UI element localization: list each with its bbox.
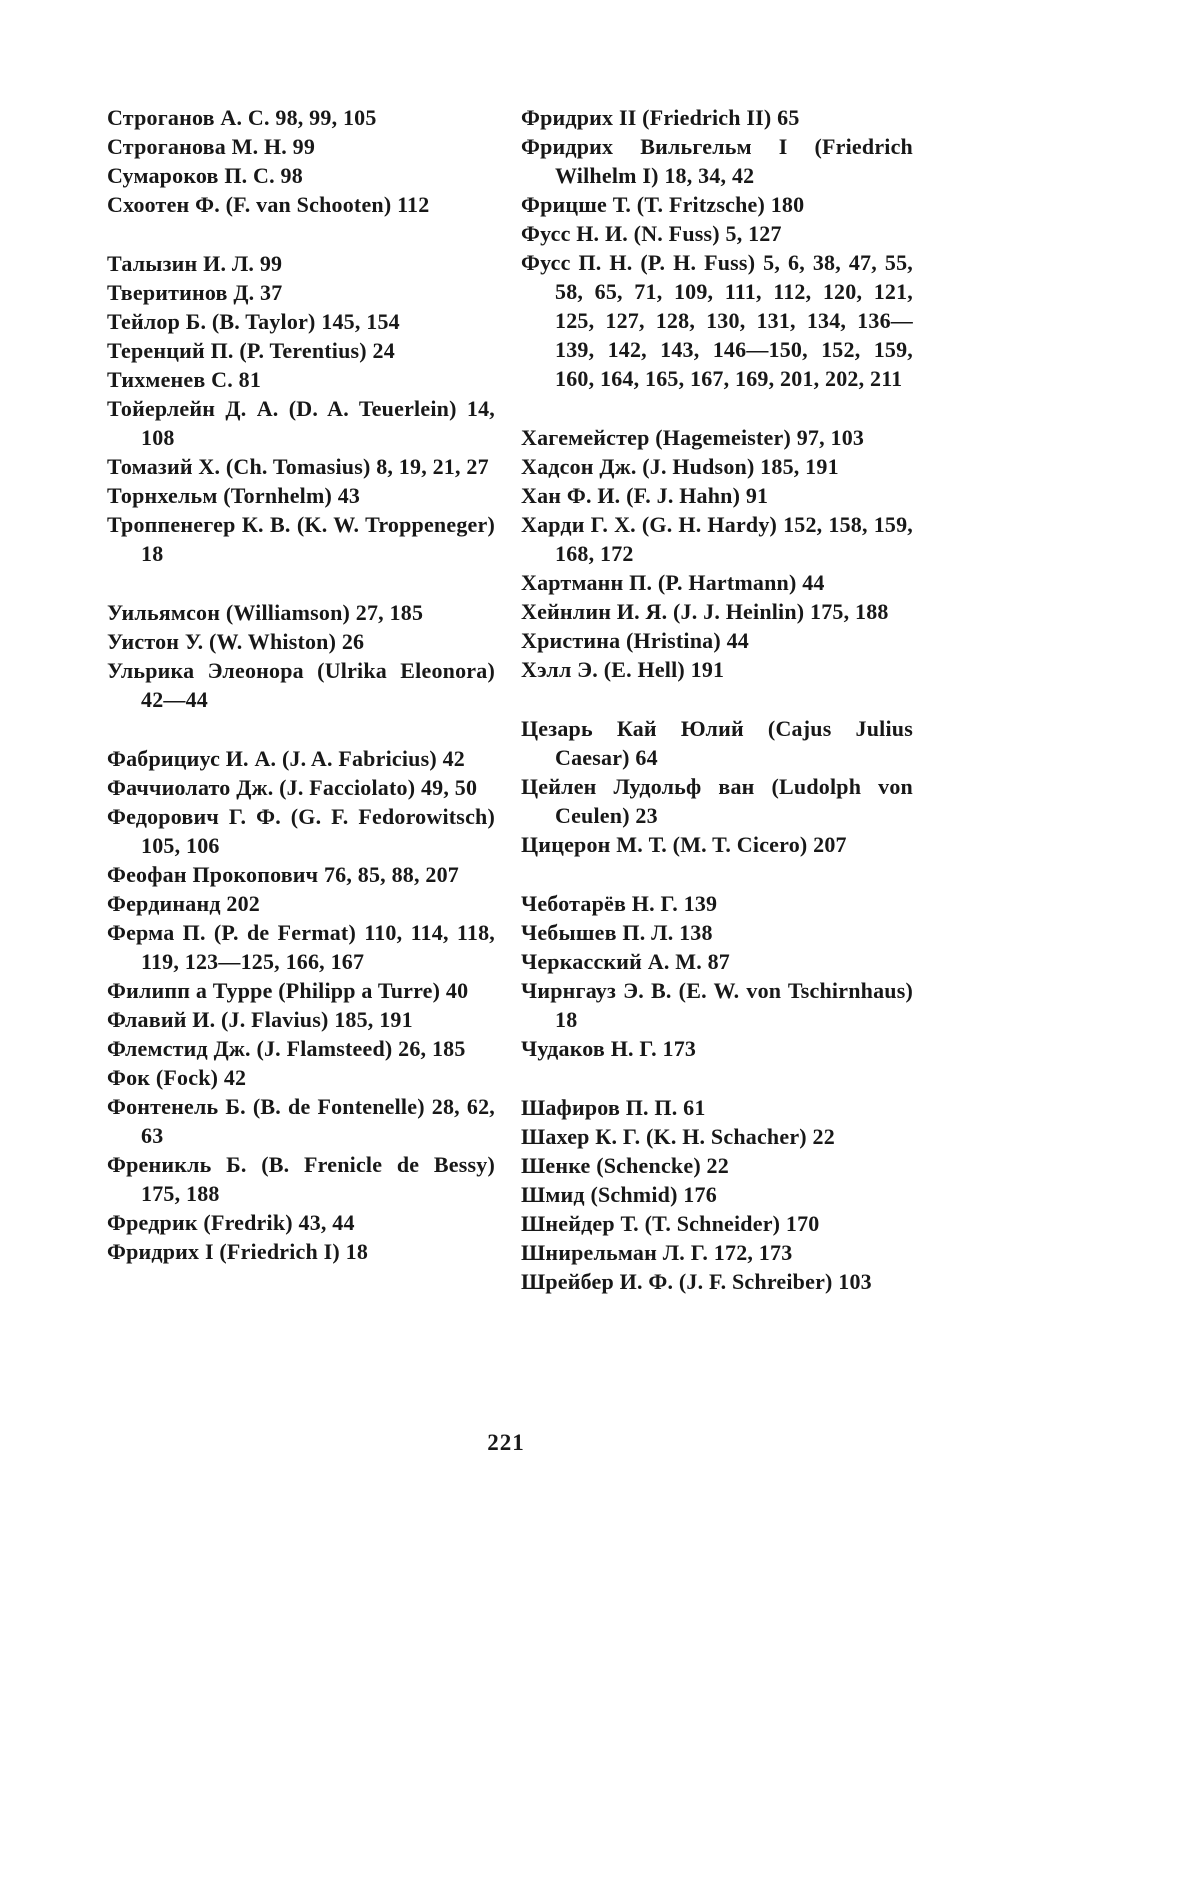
index-entry: Хэлл Э. (E. Hell) 191 (521, 657, 725, 682)
index-entry: Цицерон М. Т. (M. T. Cicero) 207 (521, 832, 847, 857)
index-entry: Томазий Х. (Ch. Tomasius) 8, 19, 21, 27 (107, 454, 489, 479)
index-entry: Талызин И. Л. 99 (107, 251, 283, 276)
index-entry: Схоотен Ф. (F. van Schooten) 112 (107, 192, 430, 217)
index-entry: Чирнгауз Э. В. (E. W. von Tschirnhaus) 18 (521, 978, 913, 1032)
index-entry: Феофан Прокопович 76, 85, 88, 207 (107, 862, 459, 887)
index-entry: Чебышев П. Л. 138 (521, 920, 713, 945)
index-entry: Уильямсон (Williamson) 27, 185 (107, 600, 424, 625)
index-entry: Шенке (Schencke) 22 (521, 1153, 729, 1178)
index-entry: Фердинанд 202 (107, 891, 260, 916)
index-entry: Торнхельм (Tornhelm) 43 (107, 483, 361, 508)
index-entry: Цейлен Лудольф ван (Ludolph von Ceulen) 23 (521, 774, 913, 828)
index-entry: Хейнлин И. Я. (J. J. Heinlin) 175, 188 (521, 599, 889, 624)
index-entry: Фредрик (Fredrik) 43, 44 (107, 1210, 355, 1235)
index-entry: Фридрих Вильгельм I (Friedrich Wilhelm I) 18, 34, 42 (521, 134, 913, 188)
index-entry: Тойерлейн Д. А. (D. A. Teuerlein) 14, 108 (107, 396, 495, 450)
index-entry: Шнирельман Л. Г. 172, 173 (521, 1240, 793, 1265)
index-entry: Хан Ф. И. (F. J. Hahn) 91 (521, 483, 769, 508)
index-entry: Флемстид Дж. (J. Flamsteed) 26, 185 (107, 1036, 466, 1061)
index-entry: Теренций П. (P. Terentius) 24 (107, 338, 395, 363)
index-entry: Фок (Fock) 42 (107, 1065, 247, 1090)
index-entry: Черкасский А. М. 87 (521, 949, 730, 974)
index-entry: Троппенегер К. В. (K. W. Troppeneger) 18 (107, 512, 495, 566)
index-entry: Фабрициус И. А. (J. A. Fabricius) 42 (107, 746, 465, 771)
index-entry: Фаччиолато Дж. (J. Facciolato) 49, 50 (107, 775, 478, 800)
index-entry: Хагемейстер (Hagemeister) 97, 103 (521, 425, 865, 450)
index-entry: Чудаков Н. Г. 173 (521, 1036, 697, 1061)
index-entry: Тейлор Б. (B. Taylor) 145, 154 (107, 309, 400, 334)
index-entry: Харди Г. Х. (G. H. Hardy) 152, 158, 159, 168, 172 (521, 512, 913, 566)
index-entry: Шмид (Schmid) 176 (521, 1182, 717, 1207)
index-entry: Фонтенель Б. (B. de Fontenelle) 28, 62, 63 (107, 1094, 495, 1148)
index-entry: Шафиров П. П. 61 (521, 1095, 706, 1120)
index-entry: Христина (Hristina) 44 (521, 628, 749, 653)
index-entry: Тверитинов Д. 37 (107, 280, 283, 305)
index-entry: Шахер К. Г. (K. H. Schacher) 22 (521, 1124, 835, 1149)
index-entry: Строганов А. С. 98, 99, 105 (107, 105, 377, 130)
index-entry: Хартманн П. (P. Hartmann) 44 (521, 570, 825, 595)
index-column-right (521, 103, 913, 1296)
index-entry: Фусс Н. И. (N. Fuss) 5, 127 (521, 221, 782, 246)
index-entry: Тихменев С. 81 (107, 367, 262, 392)
index-entry: Френикль Б. (B. Frenicle de Bessy) 175, 188 (107, 1152, 495, 1206)
index-entry: Фридрих II (Friedrich II) 65 (521, 105, 800, 130)
index-entry: Шрейбер И. Ф. (J. F. Schreiber) 103 (521, 1269, 872, 1294)
index-entry: Чеботарёв Н. Г. 139 (521, 891, 718, 916)
index-entry: Сумароков П. С. 98 (107, 163, 303, 188)
index-entry: Ферма П. (P. de Fermat) 110, 114, 118, 119, 123—125, 166, 167 (107, 920, 495, 974)
index-entry: Уистон У. (W. Whiston) 26 (107, 629, 365, 654)
index-entry: Фрицше Т. (T. Fritzsche) 180 (521, 192, 805, 217)
index-entry: Фусс П. Н. (P. H. Fuss) 5, 6, 38, 47, 55, 58, 65, 71, 109, 111, 112, 120, 121, 125, 127, 128, 130, 131, 134, 136—139, 142, 143, 146—150, 152, 159, 160, 164, 165, 167, 169, 201, 202, 211 (521, 250, 913, 391)
index-entry: Филипп а Турре (Philipp a Turre) 40 (107, 978, 469, 1003)
index-column-left (107, 103, 495, 1266)
index-entry: Хадсон Дж. (J. Hudson) 185, 191 (521, 454, 839, 479)
index-entry: Ульрика Элеонора (Ulrika Eleonora) 42—44 (107, 658, 495, 712)
index-entry: Строганова М. Н. 99 (107, 134, 316, 159)
index-entry: Фридрих I (Friedrich I) 18 (107, 1239, 369, 1264)
index-entry: Федорович Г. Ф. (G. F. Fedorowitsch) 105, 106 (107, 804, 495, 858)
index-entry: Шнейдер Т. (T. Schneider) 170 (521, 1211, 820, 1236)
page-number: 221 (487, 1430, 525, 1455)
index-entry: Флавий И. (J. Flavius) 185, 191 (107, 1007, 413, 1032)
index-entry: Цезарь Кай Юлий (Cajus Julius Caesar) 64 (521, 716, 913, 770)
